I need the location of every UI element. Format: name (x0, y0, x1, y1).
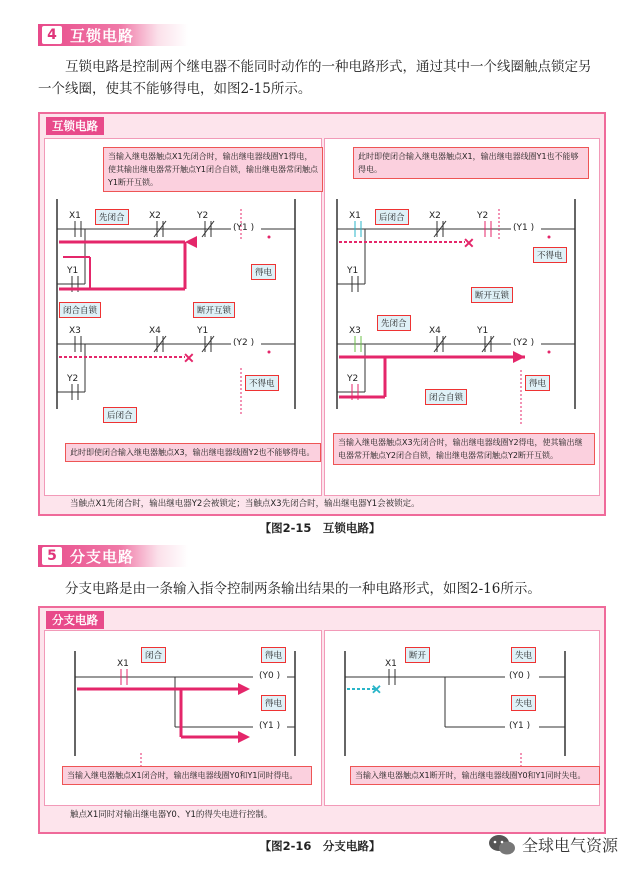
tag-not-energized: 不得电 (533, 247, 567, 263)
tag-self-lock: 闭合自锁 (425, 389, 467, 405)
coil-y1: (Y1 ) (509, 721, 531, 731)
tag-first-close: 先闭合 (377, 315, 411, 331)
figure-footer-note: 当触点X1先闭合时，输出继电器Y2会被锁定；当触点X3先闭合时，输出继电器Y1会被锁定。 (70, 499, 420, 509)
note-top-right: 此时即使闭合输入继电器触点X1，输出继电器线圈Y1也不能够得电。 (353, 147, 589, 179)
label-x1: X1 (385, 659, 397, 669)
tag-first-close: 先闭合 (95, 209, 129, 225)
watermark-text: 全球电气资源 (521, 836, 618, 855)
label-x4: X4 (429, 326, 441, 336)
tag-close: 闭合 (141, 647, 166, 663)
section-title: 分支电路 (70, 547, 135, 566)
tag-energized-2: 得电 (261, 695, 286, 711)
label-x4: X4 (149, 326, 161, 336)
figure-2-16-panel (38, 606, 606, 834)
tag-lost-2: 失电 (511, 695, 536, 711)
svg-text:✕: ✕ (183, 351, 195, 367)
coil-y0: (Y0 ) (259, 671, 281, 681)
tag-energized: 得电 (251, 264, 276, 280)
tag-lost-1: 失电 (511, 647, 536, 663)
figure-2-16-caption: 【图2-16 分支电路】 (259, 839, 381, 853)
tag-not-energized: 不得电 (245, 375, 279, 391)
tag-break-lock: 断开互锁 (193, 302, 235, 318)
panel-tab: 分支电路 (46, 611, 104, 629)
label-x1: X1 (69, 211, 81, 221)
coil-y2: (Y2 ) (233, 338, 255, 348)
label-x2: X2 (429, 211, 441, 221)
tag-later-close: 后闭合 (375, 209, 409, 225)
note-bottom-right: 当输入继电器触点X3先闭合时，输出继电器线圈Y2得电，使其输出继电器常开触点Y2闭合自锁，输出继电器常闭触点Y2断开互锁。 (333, 433, 595, 465)
coil-y0: (Y0 ) (509, 671, 531, 681)
section-5-heading (38, 545, 188, 567)
label-y1: Y1 (67, 266, 79, 276)
coil-y1: (Y1 ) (233, 223, 255, 233)
label-x3: X3 (69, 326, 81, 336)
tag-later-close: 后闭合 (103, 407, 137, 423)
coil-y1: (Y1 ) (513, 223, 535, 233)
tag-self-lock: 闭合自锁 (59, 302, 101, 318)
label-y2b: Y2 (347, 374, 359, 384)
note-top-left: 当输入继电器触点X1先闭合时，输出继电器线圈Y1得电，使其输出继电器常开触点Y1闭合自锁，输出继电器常闭触点Y1断开互锁。 (103, 147, 323, 192)
label-x3: X3 (349, 326, 361, 336)
coil-y2: (Y2 ) (513, 338, 535, 348)
figure-2-15-caption: 【图2-15 互锁电路】 (259, 521, 381, 535)
note-right: 当输入继电器触点X1断开时，输出继电器线圈Y0和Y1同时失电。 (350, 766, 600, 785)
svg-text:✕: ✕ (371, 683, 382, 698)
svg-text:✕: ✕ (463, 236, 475, 252)
label-y2: Y2 (197, 211, 209, 221)
wechat-watermark (488, 833, 618, 856)
section-5-paragraph: 分支电路是由一条输入指令控制两条输出结果的一种电路形式，如图2-16所示。 (65, 581, 541, 597)
label-y1b: Y1 (197, 326, 209, 336)
label-x2: X2 (149, 211, 161, 221)
tag-open: 断开 (405, 647, 430, 663)
note-left: 当输入继电器触点X1闭合时，输出继电器线圈Y0和Y1同时得电。 (62, 766, 312, 785)
wechat-icon (488, 834, 516, 856)
panel-tab: 互锁电路 (46, 117, 104, 135)
label-y1: Y1 (347, 266, 359, 276)
interlock-left-diagram (44, 138, 322, 496)
tag-energized-1: 得电 (261, 647, 286, 663)
section-number: 4 (42, 26, 62, 44)
section-4-heading (38, 24, 188, 46)
label-y2b: Y2 (67, 374, 79, 384)
tag-break-lock: 断开互锁 (471, 287, 513, 303)
label-x1: X1 (349, 211, 361, 221)
figure-2-15-panel (38, 112, 606, 516)
section-4-paragraph: 互锁电路是控制两个继电器不能同时动作的一种电路形式，通过其中一个线圈触点锁定另一个线圈，使其不能够得电，如图2-15所示。 (38, 59, 592, 97)
label-x1: X1 (117, 659, 129, 669)
label-y1b: Y1 (477, 326, 489, 336)
tag-energized: 得电 (525, 375, 550, 391)
note-bottom-left: 此时即使闭合输入继电器触点X3，输出继电器线圈Y2也不能够得电。 (65, 443, 321, 462)
label-y2: Y2 (477, 211, 489, 221)
section-title: 互锁电路 (70, 26, 135, 45)
interlock-right-diagram (324, 138, 600, 496)
coil-y1: (Y1 ) (259, 721, 281, 731)
section-number: 5 (42, 547, 62, 565)
figure-footer-note: 触点X1同时对输出继电器Y0、Y1的得失电进行控制。 (70, 810, 273, 820)
